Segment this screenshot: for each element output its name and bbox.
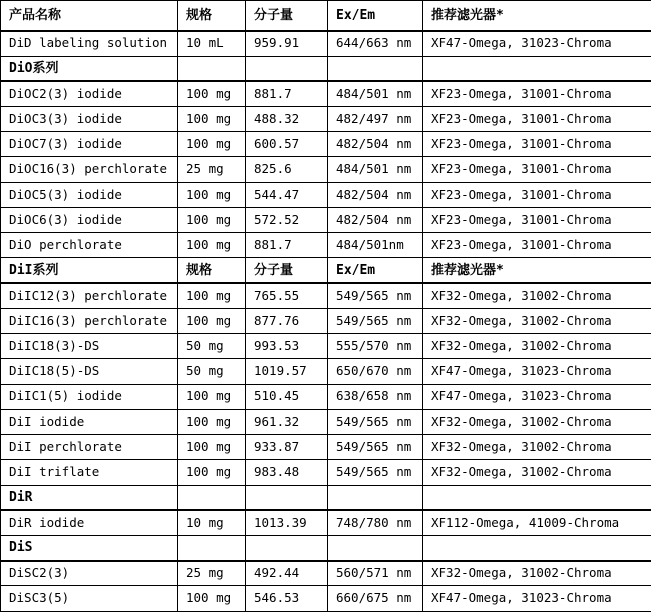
table-cell: XF112-Omega, 41009-Chroma — [423, 510, 651, 535]
table-row — [1, 157, 651, 182]
table-row — [1, 132, 651, 157]
column-header-cell: 分子量 — [246, 1, 328, 31]
table-cell: XF47-Omega, 31023-Chroma — [423, 384, 651, 409]
table-cell — [328, 485, 423, 510]
table-cell: Ex/Em — [328, 258, 423, 283]
table-cell — [178, 535, 246, 560]
table-cell: 100 mg — [178, 107, 246, 132]
table-row — [1, 384, 651, 409]
table-cell: 544.47 — [246, 182, 328, 207]
table-cell: 983.48 — [246, 460, 328, 485]
table-cell — [178, 56, 246, 81]
table-cell — [328, 535, 423, 560]
table-cell: XF32-Omega, 31002-Chroma — [423, 435, 651, 460]
table-cell: 100 mg — [178, 586, 246, 612]
table-row — [1, 561, 651, 586]
table-row — [1, 283, 651, 308]
table-cell: 100 mg — [178, 283, 246, 308]
table-cell: 10 mL — [178, 31, 246, 56]
product-name-cell: DiSC3(5) — [1, 586, 178, 612]
table-cell: XF47-Omega, 31023-Chroma — [423, 586, 651, 612]
table-cell: 825.6 — [246, 157, 328, 182]
table-row — [1, 31, 651, 56]
table-cell: 推荐滤光器* — [423, 258, 651, 283]
table-cell: XF23-Omega, 31001-Chroma — [423, 182, 651, 207]
table-cell: 25 mg — [178, 561, 246, 586]
product-name-cell: DiO系列 — [1, 56, 178, 81]
table-row — [1, 107, 651, 132]
table-cell: 100 mg — [178, 308, 246, 333]
product-name-cell: DiOC5(3) iodide — [1, 182, 178, 207]
table-cell: XF23-Omega, 31001-Chroma — [423, 207, 651, 232]
table-cell: XF23-Omega, 31001-Chroma — [423, 132, 651, 157]
table-cell — [423, 56, 651, 81]
table-row — [1, 409, 651, 434]
column-header-cell: 产品名称 — [1, 1, 178, 31]
product-name-cell: DiIC16(3) perchlorate — [1, 308, 178, 333]
table-cell: 510.45 — [246, 384, 328, 409]
table-row — [1, 233, 651, 258]
table-cell: 881.7 — [246, 81, 328, 106]
table-cell: 50 mg — [178, 334, 246, 359]
table-cell: 961.32 — [246, 409, 328, 434]
table-cell: 484/501 nm — [328, 81, 423, 106]
table-cell: 933.87 — [246, 435, 328, 460]
table-cell: XF32-Omega, 31002-Chroma — [423, 561, 651, 586]
table-cell: 482/497 nm — [328, 107, 423, 132]
table-cell: 959.91 — [246, 31, 328, 56]
table-header-row — [1, 1, 651, 31]
table-cell: 644/663 nm — [328, 31, 423, 56]
table-row — [1, 81, 651, 106]
table-cell — [246, 56, 328, 81]
table-cell: XF32-Omega, 31002-Chroma — [423, 460, 651, 485]
table-cell: 100 mg — [178, 233, 246, 258]
table-cell: 1019.57 — [246, 359, 328, 384]
table-cell: 100 mg — [178, 182, 246, 207]
product-name-cell: DiI iodide — [1, 409, 178, 434]
table-cell: XF32-Omega, 31002-Chroma — [423, 283, 651, 308]
table-row — [1, 207, 651, 232]
table-cell: 482/504 nm — [328, 132, 423, 157]
product-name-cell: DiS — [1, 535, 178, 560]
table-cell: 600.57 — [246, 132, 328, 157]
table-cell: 484/501 nm — [328, 157, 423, 182]
table-cell: 549/565 nm — [328, 409, 423, 434]
table-cell — [423, 535, 651, 560]
table-row — [1, 334, 651, 359]
table-cell: 50 mg — [178, 359, 246, 384]
table-cell — [246, 535, 328, 560]
section-header-row — [1, 258, 651, 283]
table-cell: 492.44 — [246, 561, 328, 586]
table-cell: 638/658 nm — [328, 384, 423, 409]
column-header-cell: 推荐滤光器* — [423, 1, 651, 31]
product-name-cell: DiR — [1, 485, 178, 510]
table-cell: XF32-Omega, 31002-Chroma — [423, 409, 651, 434]
table-cell — [178, 485, 246, 510]
table-cell: 规格 — [178, 258, 246, 283]
column-header-cell: Ex/Em — [328, 1, 423, 31]
table-cell: 482/504 nm — [328, 207, 423, 232]
table-cell: 10 mg — [178, 510, 246, 535]
product-name-cell: DiIC18(3)-DS — [1, 334, 178, 359]
table-cell: XF23-Omega, 31001-Chroma — [423, 157, 651, 182]
table-cell: 100 mg — [178, 460, 246, 485]
table-cell — [423, 485, 651, 510]
table-cell — [246, 485, 328, 510]
product-name-cell: DiD labeling solution — [1, 31, 178, 56]
table-cell — [328, 56, 423, 81]
product-name-cell: DiIC1(5) iodide — [1, 384, 178, 409]
table-cell: 549/565 nm — [328, 460, 423, 485]
table-cell: 993.53 — [246, 334, 328, 359]
column-header-cell: 规格 — [178, 1, 246, 31]
section-row — [1, 485, 651, 510]
table-cell: 549/565 nm — [328, 435, 423, 460]
product-name-cell: DiOC3(3) iodide — [1, 107, 178, 132]
table-cell: 555/570 nm — [328, 334, 423, 359]
product-name-cell: DiIC12(3) perchlorate — [1, 283, 178, 308]
product-name-cell: DiO perchlorate — [1, 233, 178, 258]
table-cell: 482/504 nm — [328, 182, 423, 207]
section-row — [1, 535, 651, 560]
product-name-cell: DiOC7(3) iodide — [1, 132, 178, 157]
table-cell: XF23-Omega, 31001-Chroma — [423, 81, 651, 106]
table-cell: 488.32 — [246, 107, 328, 132]
table-cell: 549/565 nm — [328, 283, 423, 308]
table-cell: 484/501nm — [328, 233, 423, 258]
product-name-cell: DiI perchlorate — [1, 435, 178, 460]
table-cell: 100 mg — [178, 384, 246, 409]
product-name-cell: DiOC2(3) iodide — [1, 81, 178, 106]
table-cell: 100 mg — [178, 81, 246, 106]
table-cell: 660/675 nm — [328, 586, 423, 612]
product-name-cell: DiI系列 — [1, 258, 178, 283]
table-row — [1, 510, 651, 535]
table-row — [1, 586, 651, 612]
product-name-cell: DiOC6(3) iodide — [1, 207, 178, 232]
table-cell: 748/780 nm — [328, 510, 423, 535]
table-cell: 分子量 — [246, 258, 328, 283]
table-cell: 765.55 — [246, 283, 328, 308]
table-cell: 572.52 — [246, 207, 328, 232]
product-name-cell: DiI triflate — [1, 460, 178, 485]
table-row — [1, 308, 651, 333]
table-row — [1, 182, 651, 207]
product-name-cell: DiR iodide — [1, 510, 178, 535]
table-cell: XF47-Omega, 31023-Chroma — [423, 31, 651, 56]
table-row — [1, 435, 651, 460]
table-row — [1, 359, 651, 384]
table-cell: 650/670 nm — [328, 359, 423, 384]
table-cell: XF47-Omega, 31023-Chroma — [423, 359, 651, 384]
table-cell: XF23-Omega, 31001-Chroma — [423, 233, 651, 258]
table-cell: 549/565 nm — [328, 308, 423, 333]
product-table-body — [1, 1, 651, 612]
table-cell: 100 mg — [178, 207, 246, 232]
table-cell: XF23-Omega, 31001-Chroma — [423, 107, 651, 132]
product-name-cell: DiOC16(3) perchlorate — [1, 157, 178, 182]
table-cell: 100 mg — [178, 409, 246, 434]
product-name-cell: DiIC18(5)-DS — [1, 359, 178, 384]
table-cell: XF32-Omega, 31002-Chroma — [423, 334, 651, 359]
table-cell: 100 mg — [178, 435, 246, 460]
table-cell: 1013.39 — [246, 510, 328, 535]
table-cell: 25 mg — [178, 157, 246, 182]
table-cell: 881.7 — [246, 233, 328, 258]
table-cell: 560/571 nm — [328, 561, 423, 586]
table-cell: 877.76 — [246, 308, 328, 333]
table-row — [1, 460, 651, 485]
table-cell: 546.53 — [246, 586, 328, 612]
table-cell: 100 mg — [178, 132, 246, 157]
product-name-cell: DiSC2(3) — [1, 561, 178, 586]
section-row — [1, 56, 651, 81]
table-cell: XF32-Omega, 31002-Chroma — [423, 308, 651, 333]
